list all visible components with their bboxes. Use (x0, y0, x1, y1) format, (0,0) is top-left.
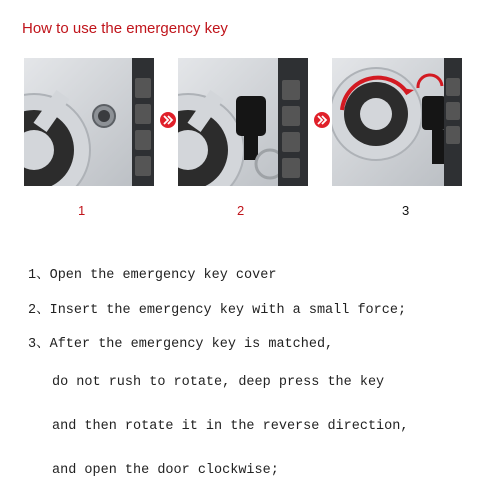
instruction-line-6: and open the door clockwise; (52, 463, 279, 478)
next-arrow-icon (314, 112, 330, 128)
step-2-photo (178, 58, 308, 186)
page-title: How to use the emergency key (22, 20, 228, 37)
step-2-label: 2 (237, 203, 245, 218)
step-1-label: 1 (78, 203, 86, 218)
instruction-line-3: 3、After the emergency key is matched, (28, 337, 334, 352)
step-3-label: 3 (402, 203, 410, 218)
next-arrow-icon (160, 112, 176, 128)
step-3-photo (332, 58, 462, 186)
instruction-line-5: and then rotate it in the reverse direction, (52, 419, 409, 434)
instruction-line-2: 2、Insert the emergency key with a small force; (28, 303, 407, 318)
step-1-photo (24, 58, 154, 186)
instruction-line-4: do not rush to rotate, deep press the key (52, 375, 385, 390)
instruction-line-1: 1、Open the emergency key cover (28, 268, 277, 283)
